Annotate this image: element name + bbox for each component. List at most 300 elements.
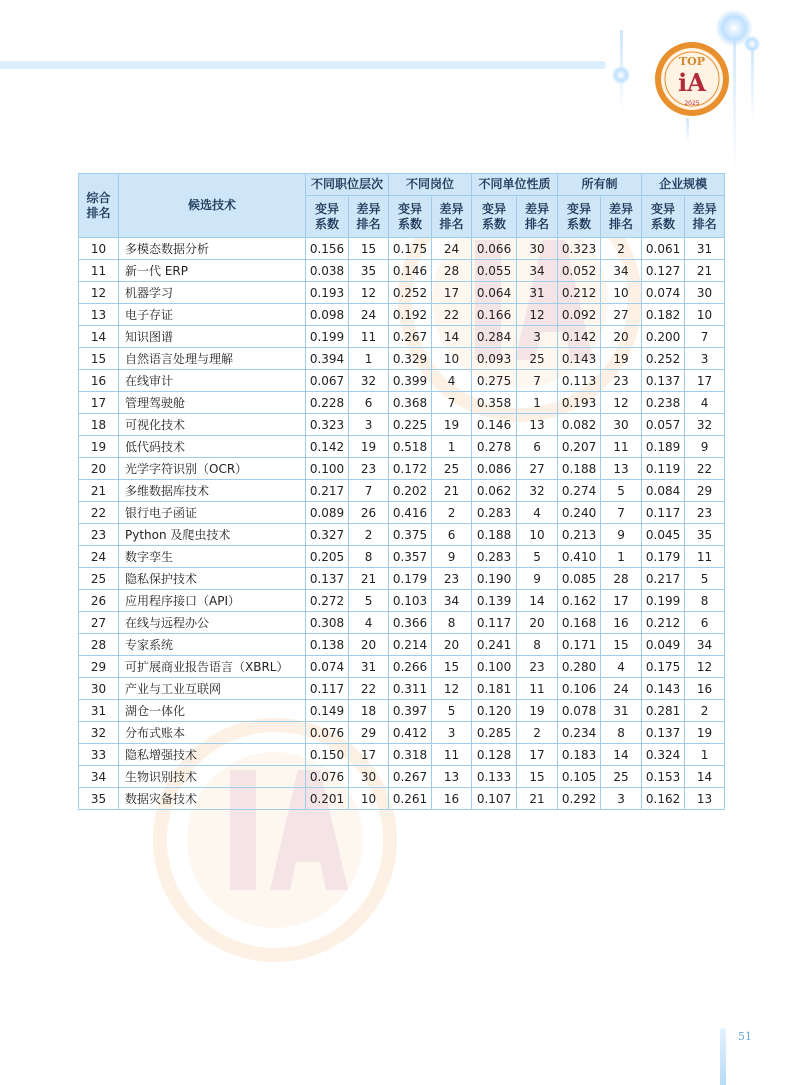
cell-difference-rank: 1 (601, 546, 642, 568)
cell-difference-rank: 15 (601, 634, 642, 656)
cell-coefficient: 0.166 (472, 304, 517, 326)
cell-difference-rank: 13 (685, 788, 725, 810)
table-row (79, 568, 725, 590)
cell-difference-rank: 3 (685, 348, 725, 370)
cell-difference-rank: 21 (685, 260, 725, 282)
cell-difference-rank: 10 (517, 524, 558, 546)
cell-coefficient: 0.200 (642, 326, 685, 348)
row-technology-name: 管理驾驶舱 (119, 392, 306, 414)
cell-coefficient: 0.284 (472, 326, 517, 348)
row-technology-name: 银行电子函证 (119, 502, 306, 524)
table-row (79, 678, 725, 700)
row-technology-name: 分布式账本 (119, 722, 306, 744)
cell-coefficient: 0.156 (306, 238, 349, 260)
cell-coefficient: 0.061 (642, 238, 685, 260)
cell-difference-rank: 7 (685, 326, 725, 348)
header-difference-rank: 差异排名 (432, 196, 472, 238)
cell-difference-rank: 1 (517, 392, 558, 414)
cell-difference-rank: 15 (349, 238, 389, 260)
cell-difference-rank: 1 (432, 436, 472, 458)
cell-difference-rank: 15 (432, 656, 472, 678)
cell-coefficient: 0.292 (558, 788, 601, 810)
cell-difference-rank: 11 (517, 678, 558, 700)
table-row (79, 766, 725, 788)
row-rank: 17 (79, 392, 119, 414)
cell-coefficient: 0.225 (389, 414, 432, 436)
cell-coefficient: 0.366 (389, 612, 432, 634)
cell-coefficient: 0.057 (642, 414, 685, 436)
header-coefficient: 变异系数 (472, 196, 517, 238)
decorative-glow-dot (744, 36, 760, 52)
cell-difference-rank: 30 (517, 238, 558, 260)
cell-coefficient: 0.074 (642, 282, 685, 304)
cell-coefficient: 0.283 (472, 502, 517, 524)
cell-difference-rank: 23 (601, 370, 642, 392)
row-technology-name: 自然语言处理与理解 (119, 348, 306, 370)
cell-difference-rank: 7 (601, 502, 642, 524)
row-rank: 31 (79, 700, 119, 722)
cell-coefficient: 0.267 (389, 766, 432, 788)
cell-coefficient: 0.139 (472, 590, 517, 612)
cell-difference-rank: 8 (601, 722, 642, 744)
row-technology-name: 多模态数据分析 (119, 238, 306, 260)
cell-difference-rank: 11 (349, 326, 389, 348)
cell-coefficient: 0.181 (472, 678, 517, 700)
row-technology-name: 光学字符识别（OCR） (119, 458, 306, 480)
cell-difference-rank: 12 (517, 304, 558, 326)
cell-difference-rank: 20 (349, 634, 389, 656)
cell-difference-rank: 27 (601, 304, 642, 326)
cell-coefficient: 0.172 (389, 458, 432, 480)
cell-coefficient: 0.143 (642, 678, 685, 700)
cell-difference-rank: 25 (432, 458, 472, 480)
header-composite-rank: 综合排名 (79, 174, 119, 238)
row-rank: 13 (79, 304, 119, 326)
cell-coefficient: 0.207 (558, 436, 601, 458)
row-technology-name: 多维数据库技术 (119, 480, 306, 502)
cell-difference-rank: 13 (601, 458, 642, 480)
cell-coefficient: 0.183 (558, 744, 601, 766)
cell-coefficient: 0.252 (389, 282, 432, 304)
cell-coefficient: 0.066 (472, 238, 517, 260)
row-rank: 22 (79, 502, 119, 524)
row-rank: 35 (79, 788, 119, 810)
cell-difference-rank: 18 (349, 700, 389, 722)
row-rank: 33 (79, 744, 119, 766)
cell-coefficient: 0.117 (642, 502, 685, 524)
cell-difference-rank: 32 (349, 370, 389, 392)
cell-coefficient: 0.146 (389, 260, 432, 282)
cell-coefficient: 0.153 (642, 766, 685, 788)
cell-difference-rank: 26 (349, 502, 389, 524)
cell-coefficient: 0.280 (558, 656, 601, 678)
cell-coefficient: 0.142 (558, 326, 601, 348)
cell-difference-rank: 6 (432, 524, 472, 546)
cell-coefficient: 0.274 (558, 480, 601, 502)
cell-difference-rank: 9 (601, 524, 642, 546)
cell-difference-rank: 13 (517, 414, 558, 436)
cell-difference-rank: 13 (432, 766, 472, 788)
cell-coefficient: 0.308 (306, 612, 349, 634)
table-row (79, 524, 725, 546)
cell-difference-rank: 34 (601, 260, 642, 282)
row-technology-name: 应用程序接口（API） (119, 590, 306, 612)
cell-difference-rank: 4 (349, 612, 389, 634)
cell-difference-rank: 17 (517, 744, 558, 766)
cell-coefficient: 0.188 (472, 524, 517, 546)
row-technology-name: Python 及爬虫技术 (119, 524, 306, 546)
table-row (79, 238, 725, 260)
table-row (79, 744, 725, 766)
cell-coefficient: 0.137 (642, 722, 685, 744)
cell-coefficient: 0.105 (558, 766, 601, 788)
cell-difference-rank: 5 (432, 700, 472, 722)
decorative-line (751, 45, 754, 125)
cell-coefficient: 0.179 (389, 568, 432, 590)
header-group-ownership: 所有制 (558, 174, 642, 196)
cell-difference-rank: 9 (432, 546, 472, 568)
cell-difference-rank: 34 (685, 634, 725, 656)
cell-coefficient: 0.241 (472, 634, 517, 656)
cell-coefficient: 0.212 (642, 612, 685, 634)
cell-coefficient: 0.202 (389, 480, 432, 502)
cell-coefficient: 0.179 (642, 546, 685, 568)
row-technology-name: 湖仓一体化 (119, 700, 306, 722)
cell-coefficient: 0.329 (389, 348, 432, 370)
cell-coefficient: 0.217 (306, 480, 349, 502)
row-technology-name: 产业与工业互联网 (119, 678, 306, 700)
table-row (79, 304, 725, 326)
cell-difference-rank: 2 (349, 524, 389, 546)
cell-coefficient: 0.201 (306, 788, 349, 810)
cell-difference-rank: 20 (601, 326, 642, 348)
row-rank: 14 (79, 326, 119, 348)
cell-coefficient: 0.076 (306, 722, 349, 744)
cell-difference-rank: 8 (685, 590, 725, 612)
cell-coefficient: 0.067 (306, 370, 349, 392)
cell-difference-rank: 23 (517, 656, 558, 678)
table-row (79, 612, 725, 634)
cell-coefficient: 0.082 (558, 414, 601, 436)
cell-difference-rank: 6 (685, 612, 725, 634)
cell-coefficient: 0.175 (642, 656, 685, 678)
cell-coefficient: 0.142 (306, 436, 349, 458)
cell-difference-rank: 3 (601, 788, 642, 810)
cell-coefficient: 0.064 (472, 282, 517, 304)
cell-difference-rank: 2 (432, 502, 472, 524)
row-technology-name: 可视化技术 (119, 414, 306, 436)
cell-coefficient: 0.323 (558, 238, 601, 260)
cell-difference-rank: 28 (601, 568, 642, 590)
row-rank: 20 (79, 458, 119, 480)
cell-difference-rank: 21 (517, 788, 558, 810)
cell-difference-rank: 23 (685, 502, 725, 524)
cell-difference-rank: 22 (685, 458, 725, 480)
row-technology-name: 可扩展商业报告语言（XBRL） (119, 656, 306, 678)
cell-coefficient: 0.084 (642, 480, 685, 502)
row-rank: 18 (79, 414, 119, 436)
decorative-glow-dot (612, 66, 630, 84)
row-rank: 34 (79, 766, 119, 788)
cell-coefficient: 0.412 (389, 722, 432, 744)
cell-difference-rank: 12 (432, 678, 472, 700)
cell-coefficient: 0.311 (389, 678, 432, 700)
cell-coefficient: 0.189 (642, 436, 685, 458)
cell-difference-rank: 35 (349, 260, 389, 282)
table-body (79, 238, 725, 810)
row-rank: 25 (79, 568, 119, 590)
cell-coefficient: 0.213 (558, 524, 601, 546)
cell-coefficient: 0.045 (642, 524, 685, 546)
cell-difference-rank: 19 (685, 722, 725, 744)
row-rank: 28 (79, 634, 119, 656)
table-row (79, 370, 725, 392)
row-rank: 32 (79, 722, 119, 744)
cell-coefficient: 0.357 (389, 546, 432, 568)
cell-difference-rank: 28 (432, 260, 472, 282)
cell-difference-rank: 14 (432, 326, 472, 348)
cell-coefficient: 0.100 (472, 656, 517, 678)
cell-coefficient: 0.285 (472, 722, 517, 744)
cell-difference-rank: 19 (432, 414, 472, 436)
row-technology-name: 隐私保护技术 (119, 568, 306, 590)
cell-difference-rank: 11 (432, 744, 472, 766)
cell-difference-rank: 17 (349, 744, 389, 766)
row-technology-name: 新一代 ERP (119, 260, 306, 282)
cell-difference-rank: 3 (349, 414, 389, 436)
cell-difference-rank: 24 (601, 678, 642, 700)
cell-coefficient: 0.128 (472, 744, 517, 766)
table-row (79, 634, 725, 656)
row-technology-name: 生物识别技术 (119, 766, 306, 788)
table-row (79, 656, 725, 678)
cell-coefficient: 0.133 (472, 766, 517, 788)
table-row (79, 502, 725, 524)
cell-coefficient: 0.093 (472, 348, 517, 370)
cell-coefficient: 0.281 (642, 700, 685, 722)
cell-difference-rank: 4 (517, 502, 558, 524)
cell-difference-rank: 16 (601, 612, 642, 634)
cell-difference-rank: 21 (432, 480, 472, 502)
cell-difference-rank: 19 (601, 348, 642, 370)
decorative-line (733, 25, 736, 175)
header-difference-rank: 差异排名 (517, 196, 558, 238)
cell-coefficient: 0.078 (558, 700, 601, 722)
cell-difference-rank: 10 (685, 304, 725, 326)
cell-coefficient: 0.100 (306, 458, 349, 480)
row-rank: 24 (79, 546, 119, 568)
table-row (79, 722, 725, 744)
cell-difference-rank: 31 (685, 238, 725, 260)
cell-coefficient: 0.117 (306, 678, 349, 700)
cell-difference-rank: 30 (349, 766, 389, 788)
top-ia-logo (654, 41, 730, 117)
cell-difference-rank: 12 (685, 656, 725, 678)
table-row (79, 458, 725, 480)
logo-top-text: TOP (678, 55, 706, 68)
table-row (79, 414, 725, 436)
cell-coefficient: 0.049 (642, 634, 685, 656)
technology-variation-table (78, 173, 725, 810)
table-row (79, 260, 725, 282)
cell-difference-rank: 2 (685, 700, 725, 722)
cell-difference-rank: 14 (517, 590, 558, 612)
cell-coefficient: 0.106 (558, 678, 601, 700)
table-row (79, 546, 725, 568)
cell-coefficient: 0.162 (642, 788, 685, 810)
cell-coefficient: 0.076 (306, 766, 349, 788)
cell-coefficient: 0.086 (472, 458, 517, 480)
cell-difference-rank: 31 (601, 700, 642, 722)
table-row (79, 700, 725, 722)
cell-coefficient: 0.055 (472, 260, 517, 282)
cell-coefficient: 0.188 (558, 458, 601, 480)
cell-coefficient: 0.119 (642, 458, 685, 480)
cell-coefficient: 0.212 (558, 282, 601, 304)
row-rank: 29 (79, 656, 119, 678)
cell-coefficient: 0.217 (642, 568, 685, 590)
cell-coefficient: 0.410 (558, 546, 601, 568)
cell-coefficient: 0.085 (558, 568, 601, 590)
cell-coefficient: 0.228 (306, 392, 349, 414)
cell-difference-rank: 12 (349, 282, 389, 304)
cell-coefficient: 0.190 (472, 568, 517, 590)
cell-difference-rank: 6 (517, 436, 558, 458)
row-rank: 26 (79, 590, 119, 612)
cell-difference-rank: 35 (685, 524, 725, 546)
cell-coefficient: 0.275 (472, 370, 517, 392)
cell-difference-rank: 12 (601, 392, 642, 414)
cell-difference-rank: 11 (601, 436, 642, 458)
cell-difference-rank: 23 (349, 458, 389, 480)
row-technology-name: 电子存证 (119, 304, 306, 326)
cell-coefficient: 0.113 (558, 370, 601, 392)
cell-coefficient: 0.193 (306, 282, 349, 304)
header-difference-rank: 差异排名 (601, 196, 642, 238)
header-decorative-bar (0, 61, 606, 69)
table-row (79, 788, 725, 810)
row-rank: 19 (79, 436, 119, 458)
cell-difference-rank: 31 (349, 656, 389, 678)
cell-difference-rank: 19 (349, 436, 389, 458)
cell-coefficient: 0.143 (558, 348, 601, 370)
cell-coefficient: 0.368 (389, 392, 432, 414)
cell-coefficient: 0.261 (389, 788, 432, 810)
cell-coefficient: 0.182 (642, 304, 685, 326)
cell-coefficient: 0.192 (389, 304, 432, 326)
cell-difference-rank: 19 (517, 700, 558, 722)
cell-difference-rank: 25 (601, 766, 642, 788)
cell-difference-rank: 8 (517, 634, 558, 656)
header-group-position: 不同岗位 (389, 174, 472, 196)
cell-coefficient: 0.052 (558, 260, 601, 282)
cell-coefficient: 0.199 (642, 590, 685, 612)
cell-coefficient: 0.267 (389, 326, 432, 348)
cell-difference-rank: 23 (432, 568, 472, 590)
cell-coefficient: 0.266 (389, 656, 432, 678)
page-number: 51 (738, 1030, 752, 1043)
cell-coefficient: 0.168 (558, 612, 601, 634)
cell-coefficient: 0.324 (642, 744, 685, 766)
cell-difference-rank: 8 (432, 612, 472, 634)
cell-difference-rank: 32 (685, 414, 725, 436)
logo-year: 2025 (684, 100, 700, 107)
row-rank: 11 (79, 260, 119, 282)
cell-coefficient: 0.518 (389, 436, 432, 458)
cell-difference-rank: 29 (685, 480, 725, 502)
cell-coefficient: 0.171 (558, 634, 601, 656)
cell-coefficient: 0.146 (472, 414, 517, 436)
cell-difference-rank: 1 (349, 348, 389, 370)
cell-difference-rank: 11 (685, 546, 725, 568)
cell-coefficient: 0.283 (472, 546, 517, 568)
cell-coefficient: 0.193 (558, 392, 601, 414)
row-rank: 23 (79, 524, 119, 546)
cell-difference-rank: 5 (601, 480, 642, 502)
cell-difference-rank: 3 (432, 722, 472, 744)
cell-difference-rank: 20 (517, 612, 558, 634)
cell-difference-rank: 5 (517, 546, 558, 568)
table-row (79, 326, 725, 348)
cell-difference-rank: 14 (685, 766, 725, 788)
cell-difference-rank: 10 (432, 348, 472, 370)
table-row (79, 348, 725, 370)
cell-difference-rank: 9 (517, 568, 558, 590)
header-coefficient: 变异系数 (558, 196, 601, 238)
cell-coefficient: 0.272 (306, 590, 349, 612)
cell-coefficient: 0.150 (306, 744, 349, 766)
cell-difference-rank: 17 (601, 590, 642, 612)
cell-difference-rank: 8 (349, 546, 389, 568)
decorative-line (686, 118, 689, 143)
cell-difference-rank: 22 (349, 678, 389, 700)
cell-difference-rank: 5 (685, 568, 725, 590)
row-rank: 30 (79, 678, 119, 700)
cell-coefficient: 0.214 (389, 634, 432, 656)
cell-coefficient: 0.252 (642, 348, 685, 370)
cell-difference-rank: 21 (349, 568, 389, 590)
cell-coefficient: 0.278 (472, 436, 517, 458)
row-technology-name: 数字孪生 (119, 546, 306, 568)
row-rank: 10 (79, 238, 119, 260)
cell-coefficient: 0.137 (642, 370, 685, 392)
cell-coefficient: 0.117 (472, 612, 517, 634)
header-group-job-level: 不同职位层次 (306, 174, 389, 196)
cell-difference-rank: 17 (432, 282, 472, 304)
cell-difference-rank: 27 (517, 458, 558, 480)
cell-coefficient: 0.323 (306, 414, 349, 436)
cell-coefficient: 0.074 (306, 656, 349, 678)
cell-coefficient: 0.098 (306, 304, 349, 326)
row-rank: 15 (79, 348, 119, 370)
cell-difference-rank: 15 (517, 766, 558, 788)
logo-mark: iA (678, 68, 706, 97)
cell-difference-rank: 1 (685, 744, 725, 766)
cell-coefficient: 0.327 (306, 524, 349, 546)
row-rank: 12 (79, 282, 119, 304)
cell-coefficient: 0.397 (389, 700, 432, 722)
cell-coefficient: 0.092 (558, 304, 601, 326)
cell-difference-rank: 24 (349, 304, 389, 326)
table-row (79, 392, 725, 414)
cell-coefficient: 0.318 (389, 744, 432, 766)
cell-coefficient: 0.238 (642, 392, 685, 414)
row-technology-name: 机器学习 (119, 282, 306, 304)
cell-coefficient: 0.137 (306, 568, 349, 590)
table-row (79, 282, 725, 304)
cell-coefficient: 0.038 (306, 260, 349, 282)
row-rank: 27 (79, 612, 119, 634)
